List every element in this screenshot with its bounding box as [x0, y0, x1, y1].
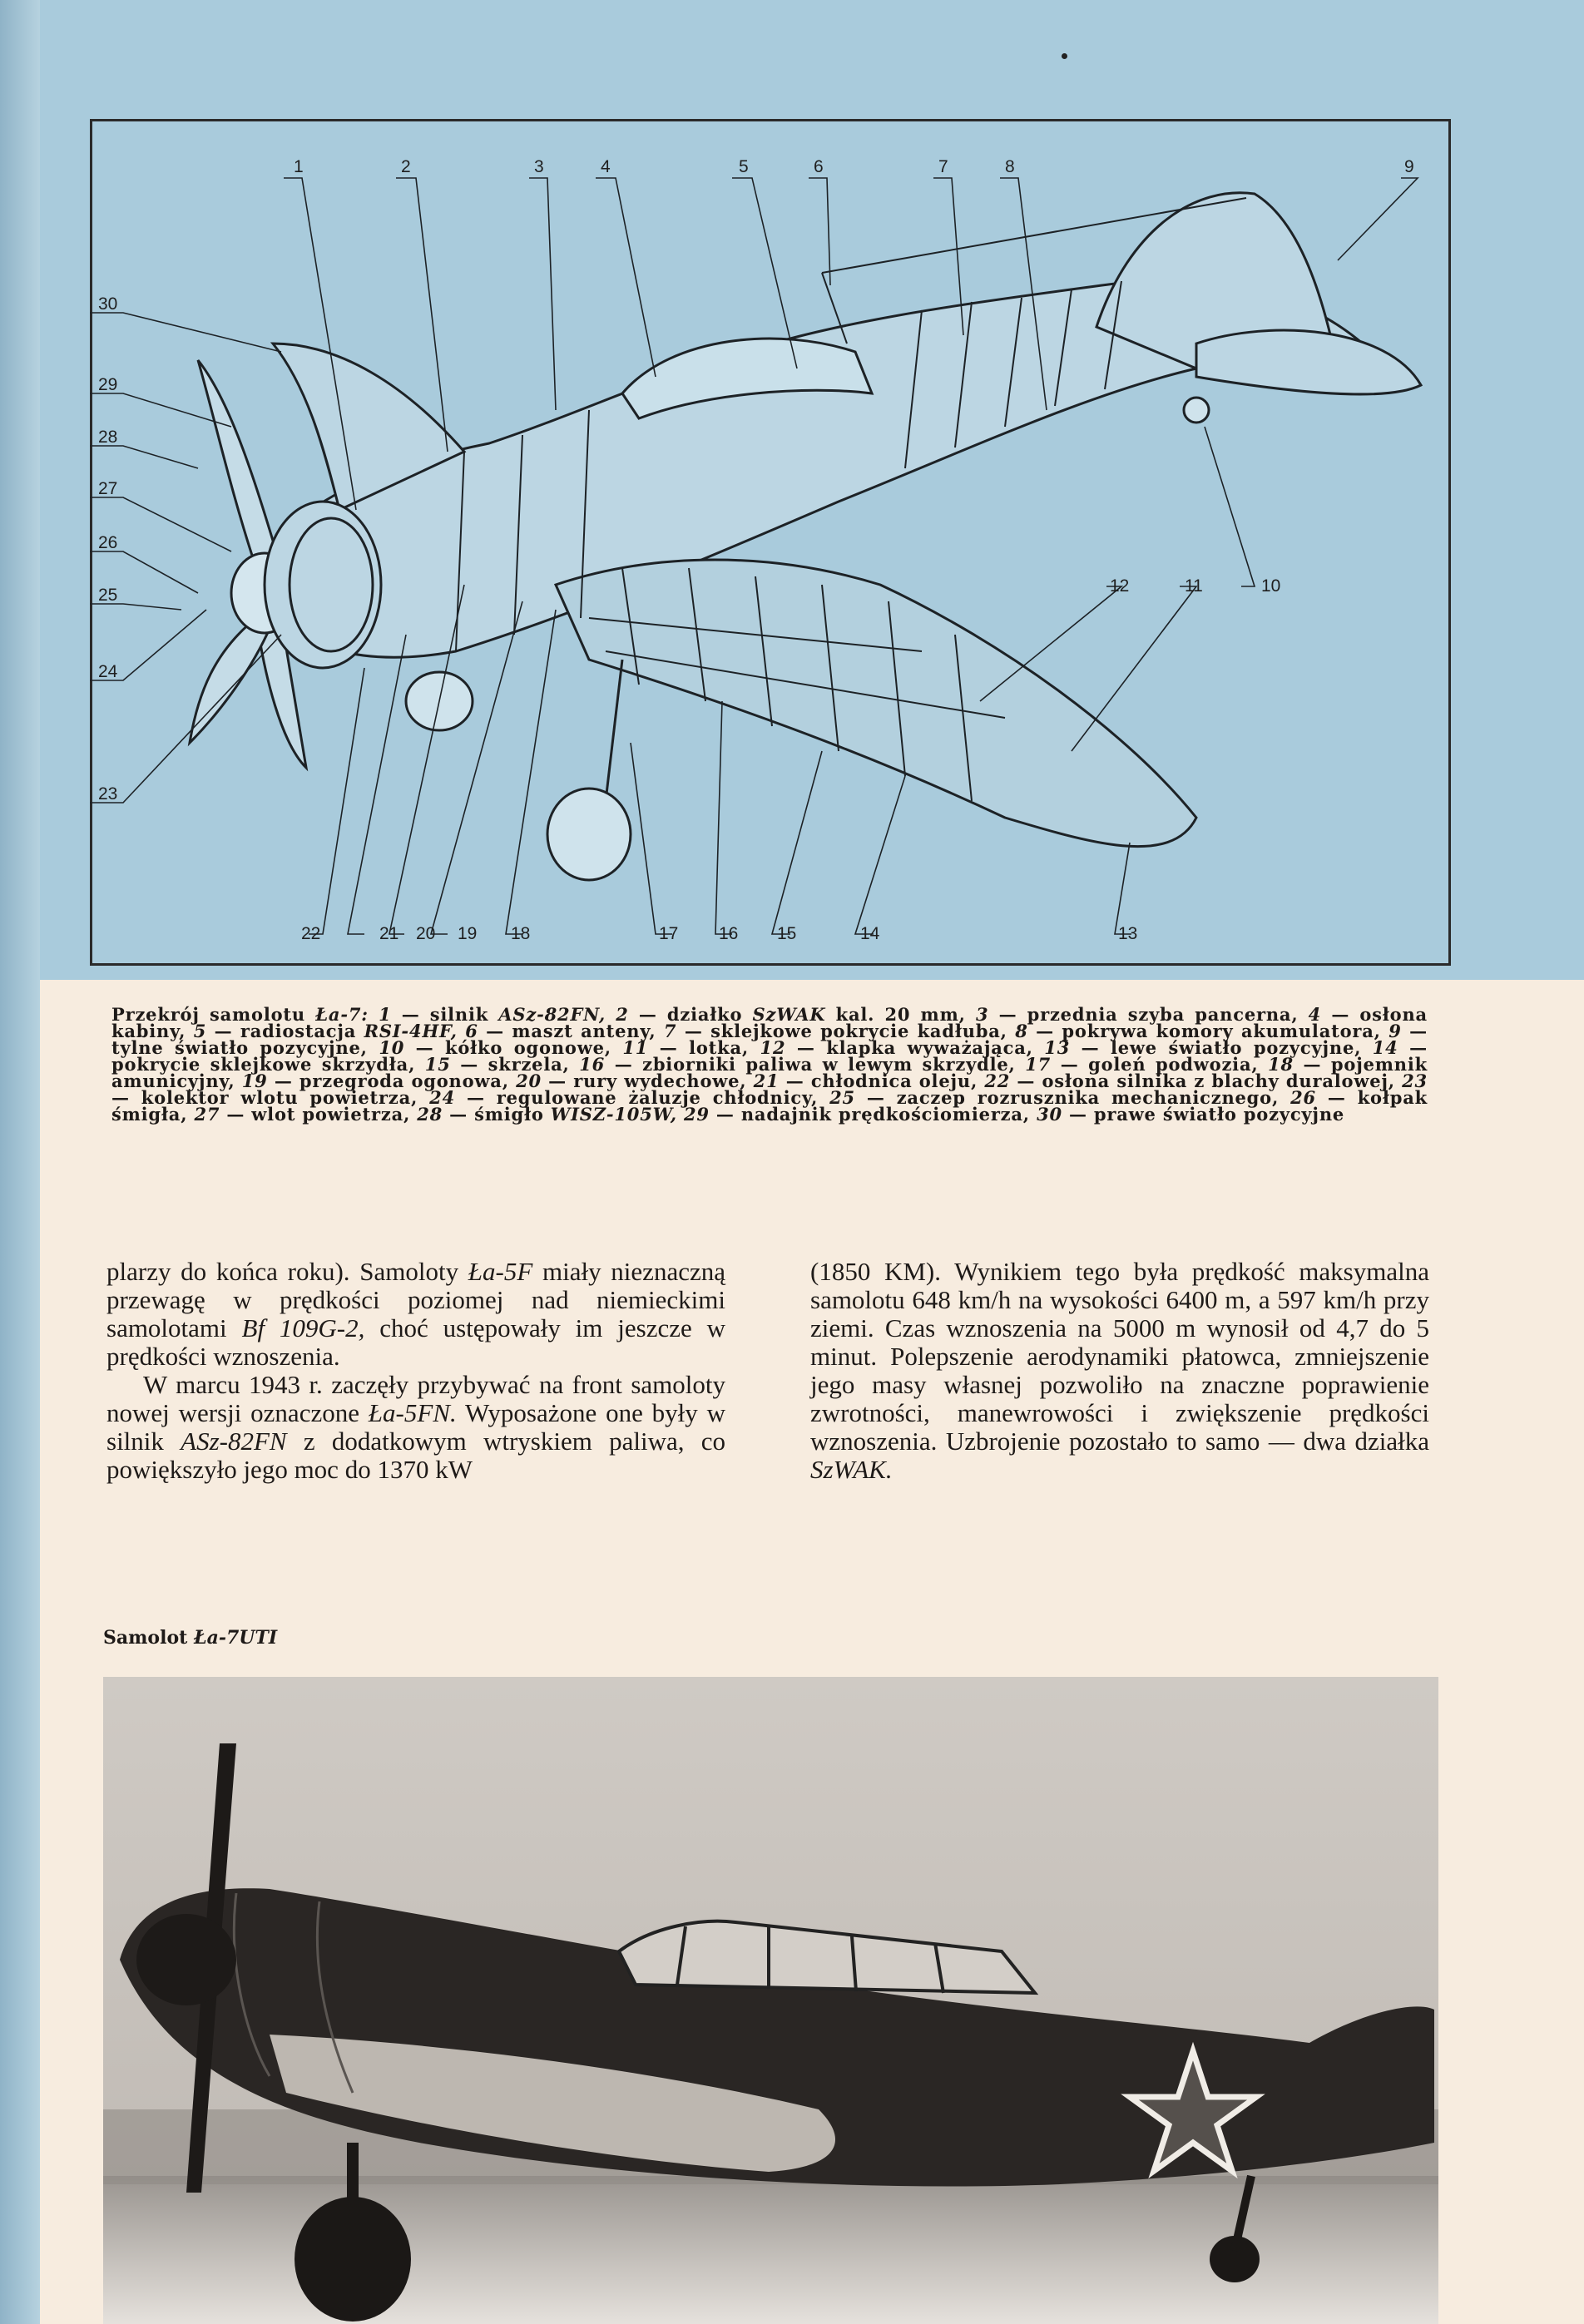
callout-19: 19	[458, 924, 478, 943]
caption-item-text: lotka,	[689, 1037, 750, 1058]
photo-spinner	[136, 1914, 236, 2005]
caption-item-number: 27	[194, 1104, 220, 1125]
aircraft-photo	[103, 1677, 1438, 2324]
emphasis-text: ASz-82FN	[181, 1427, 287, 1456]
callout-6: 6	[814, 157, 824, 176]
aircraft-drawing	[190, 193, 1421, 880]
caption-item-text: silnik	[429, 1004, 499, 1025]
caption-item-text: prawe światło pozycyjne	[1093, 1104, 1345, 1125]
caption-item-number: 20	[516, 1071, 542, 1091]
caption-item-number: 14	[1372, 1037, 1398, 1058]
caption-item-number: 17	[1025, 1054, 1052, 1075]
caption-item: 19 — przegroda ogonowa,	[241, 1071, 509, 1091]
caption-item-text: pojemnik amunicyjny,	[111, 1054, 1428, 1091]
caption-item: 16 — zbiorniki paliwa w lewym skrzydle,	[579, 1054, 1016, 1075]
callout-12: 12	[1110, 576, 1130, 596]
propeller-blade-left	[190, 618, 269, 743]
caption-item-text: regulowane żaluzje chłodnicy,	[496, 1087, 819, 1108]
caption-item: 26 — kołpak śmigła,	[111, 1087, 1428, 1125]
caption-item-number: 21	[753, 1071, 780, 1091]
callout-2: 2	[401, 157, 411, 176]
tail-stabilizer	[1196, 330, 1421, 394]
caption-item: 11 — lotka,	[622, 1037, 750, 1058]
engine-cowling	[265, 502, 381, 668]
caption-item-number: 16	[579, 1054, 606, 1075]
caption-item-text: radiostacja	[240, 1021, 364, 1041]
paragraph	[106, 1371, 725, 1484]
caption-item: 25 — zaczep rozrusznika mechanicznego,	[829, 1087, 1280, 1108]
text-run: (1850 KM). Wynikiem tego była prędkość maksymalna samolotu 648 km/h na wysokości 6400 m, a 597 km/h przy ziemi. Czas wznoszenia na 5000 m wynosił od 4,7 do 5 minut. Polepszenie aerodynamiki płatowca, zmniejszenie jego masy własnej pozwoliło na znaczne poprawienie zwrotności, manewrowości i zwiększenie prędkości wznoszenia. Uzbrojenie pozostało to samo — dwa działka	[810, 1257, 1429, 1456]
caption-item-number: 12	[760, 1037, 786, 1058]
caption-item-text: goleń podwozia,	[1088, 1054, 1259, 1075]
caption-item: 30 — prawe światło pozycyjne	[1037, 1104, 1345, 1125]
callout-1: 1	[294, 157, 304, 176]
caption-item-designation: SzWAK	[752, 1004, 826, 1025]
caption-item-text: przednia szyba pancerna,	[1027, 1004, 1299, 1025]
callout-8: 8	[1005, 157, 1015, 176]
caption-item-number: 28	[417, 1104, 443, 1125]
propeller-blade-upper	[198, 360, 281, 568]
caption-item-number: 11	[622, 1037, 649, 1058]
caption-item-number: 25	[829, 1087, 855, 1108]
caption-item: 27 — wlot powietrza,	[194, 1104, 411, 1125]
text-run: choć ustępowały im jeszcze w prędkości wznoszenia.	[106, 1313, 725, 1371]
callout-27: 27	[98, 479, 118, 498]
text-run: plarzy do końca roku). Samoloty	[106, 1257, 468, 1286]
callout-9: 9	[1404, 157, 1414, 176]
caption-item-number: 30	[1037, 1104, 1062, 1125]
text-column-right	[810, 1258, 1429, 1484]
caption-item: 5 — radiostacja RSI-4HF,	[193, 1021, 458, 1041]
caption-item-text: skrzela,	[488, 1054, 570, 1075]
text-column-left	[106, 1258, 725, 1484]
callout-28: 28	[98, 428, 118, 447]
callout-21: 21	[379, 924, 399, 943]
caption-item-text: chłodnica oleju,	[810, 1071, 978, 1091]
caption-item-number: 15	[424, 1054, 451, 1075]
caption-item-text: kołpak śmigła,	[111, 1087, 1428, 1125]
callout-29: 29	[98, 375, 118, 394]
caption-item-text: lewe światło pozycyjne,	[1110, 1037, 1362, 1058]
caption-item-number: 23	[1402, 1071, 1428, 1091]
caption-item-number: 26	[1290, 1087, 1316, 1108]
caption-item-number: 22	[984, 1071, 1011, 1091]
photo-caption	[103, 1627, 277, 1649]
caption-item-number: 4	[1308, 1004, 1322, 1025]
caption-item: 24 — regulowane żaluzje chłodnicy,	[429, 1087, 819, 1108]
caption-item-number: 13	[1044, 1037, 1071, 1058]
callout-4: 4	[601, 157, 611, 176]
caption-item-number: 3	[975, 1004, 989, 1025]
caption-item-text: zaczep rozrusznika mechanicznego,	[896, 1087, 1280, 1108]
landing-gear-strut	[606, 660, 622, 801]
text-run: miały nieznaczną przewagę w prędkości poziomej nad niemieckimi samolotami	[106, 1257, 725, 1342]
caption-item-text: przegroda ogonowa,	[299, 1071, 509, 1091]
callout-14: 14	[860, 924, 880, 943]
tail-wheel	[1184, 398, 1209, 423]
caption-item: 14 — pokrycie sklejkowe skrzydła,	[111, 1037, 1428, 1075]
caption-item-text: wlot powietrza,	[251, 1104, 411, 1125]
caption-item-number: 19	[241, 1071, 268, 1091]
caption-item: 15 — skrzela,	[424, 1054, 570, 1075]
caption-item: 18 — pojemnik amunicyjny,	[111, 1054, 1428, 1091]
caption-item-text: klapka wyważająca,	[826, 1037, 1033, 1058]
emphasis-text: SzWAK.	[810, 1455, 893, 1484]
caption-item-number: 2	[616, 1004, 629, 1025]
callout-17: 17	[659, 924, 679, 943]
caption-item-designation: RSI-4HF,	[364, 1021, 458, 1041]
callout-30: 30	[98, 294, 118, 314]
photo-caption-type: Ła-7UTI	[193, 1627, 278, 1649]
caption-item-number: 29	[683, 1104, 710, 1125]
paragraph	[106, 1258, 725, 1371]
caption-item-designation: ASz-82FN,	[498, 1004, 606, 1025]
caption-item-number: 9	[1388, 1021, 1402, 1041]
text-run: Wyposażone one były w silnik	[106, 1398, 725, 1456]
caption-lead: Przekrój samolotu	[111, 1004, 316, 1025]
caption-item: 8 — pokrywa komory akumulatora,	[1015, 1021, 1381, 1041]
caption-item-text: maszt anteny,	[512, 1021, 656, 1041]
caption-item-number: 1	[379, 1004, 392, 1025]
callout-18: 18	[511, 924, 531, 943]
callout-22: 22	[301, 924, 321, 943]
caption-item: 29 — nadajnik prędkościomierza,	[683, 1104, 1030, 1125]
caption-item: 22 — osłona silnika z blachy duralowej,	[984, 1071, 1395, 1091]
callout-25: 25	[98, 586, 118, 605]
caption-item-number: 5	[193, 1021, 207, 1041]
caption-item-text: sklejkowe pokrycie kadłuba,	[710, 1021, 1007, 1041]
caption-item: 12 — klapka wyważająca,	[760, 1037, 1033, 1058]
caption-item-number: 18	[1268, 1054, 1294, 1075]
caption-item-designation: WISZ-105W,	[550, 1104, 677, 1125]
callout-7: 7	[938, 157, 948, 176]
caption-item-text: kółko ogonowe,	[445, 1037, 611, 1058]
caption-item-number: 6	[465, 1021, 478, 1041]
caption-item-text: rury wydechowe,	[573, 1071, 747, 1091]
caption-item: 23 — kolektor wlotu powietrza,	[111, 1071, 1428, 1108]
emphasis-text: Bf 109G-2,	[241, 1313, 365, 1342]
diagram-caption	[111, 1006, 1428, 1123]
callout-16: 16	[719, 924, 739, 943]
callout-10: 10	[1261, 576, 1281, 596]
caption-item-text: działko	[666, 1004, 753, 1025]
callout-24: 24	[98, 662, 118, 681]
caption-item: 1 — silnik ASz-82FN,	[379, 1004, 606, 1025]
callout-5: 5	[739, 157, 749, 176]
caption-item: 28 — śmigło WISZ-105W,	[417, 1104, 677, 1125]
caption-item: 10 — kółko ogonowe,	[379, 1037, 611, 1058]
caption-item-number: 24	[429, 1087, 455, 1108]
main-wheel	[547, 789, 631, 880]
caption-item: 9 — tylne światło pozycyjne,	[111, 1021, 1428, 1058]
cutaway-diagram	[90, 119, 1451, 966]
caption-item-text: tylne światło pozycyjne,	[111, 1037, 368, 1058]
caption-item: 2 — działko SzWAK kal. 20 mm,	[616, 1004, 966, 1025]
caption-item-text: osłona kabiny,	[111, 1004, 1428, 1041]
caption-items	[111, 1004, 1428, 1125]
caption-item: 13 — lewe światło pozycyjne,	[1044, 1037, 1362, 1058]
caption-item: 20 — rury wydechowe,	[516, 1071, 747, 1091]
caption-item: 4 — osłona kabiny,	[111, 1004, 1428, 1041]
callout-20: 20	[416, 924, 436, 943]
callout-15: 15	[777, 924, 797, 943]
caption-item-text: śmigło	[474, 1104, 551, 1125]
caption-item-text: osłona silnika z blachy duralowej,	[1042, 1071, 1395, 1091]
caption-item-tail: kal. 20 mm,	[825, 1004, 966, 1025]
callout-26: 26	[98, 533, 118, 552]
caption-item-text: nadajnik prędkościomierza,	[740, 1104, 1030, 1125]
caption-item-number: 10	[379, 1037, 405, 1058]
emphasis-text: Ła-5FN.	[368, 1398, 457, 1427]
print-dot	[1062, 53, 1067, 59]
text-run: z dodatkowym wtryskiem paliwa, co powiększyło jego moc do 1370 kW	[106, 1427, 725, 1484]
caption-item-text: pokrycie sklejkowe skrzydła,	[111, 1054, 416, 1075]
callout-23: 23	[98, 784, 118, 804]
caption-item-text: zbiorniki paliwa w lewym skrzydle,	[642, 1054, 1016, 1075]
caption-item-text: pokrywa komory akumulatora,	[1062, 1021, 1381, 1041]
page-left-edge	[0, 0, 40, 2324]
photo-caption-prefix: Samolot	[103, 1627, 194, 1649]
caption-item: 6 — maszt anteny,	[465, 1021, 656, 1041]
caption-item: 3 — przednia szyba pancerna,	[975, 1004, 1299, 1025]
paragraph	[810, 1258, 1429, 1484]
caption-item: 21 — chłodnica oleju,	[753, 1071, 978, 1091]
callout-11: 11	[1185, 576, 1203, 596]
callout-13: 13	[1118, 924, 1138, 943]
caption-item-number: 7	[663, 1021, 677, 1041]
callout-3: 3	[534, 157, 544, 176]
caption-item-number: 8	[1015, 1021, 1028, 1041]
caption-aircraft-type: Ła-7:	[315, 1004, 369, 1025]
caption-item: 17 — goleń podwozia,	[1025, 1054, 1259, 1075]
emphasis-text: Ła-5F	[468, 1257, 533, 1286]
caption-item-text: kolektor wlotu powietrza,	[141, 1087, 418, 1108]
text-run: W marcu 1943 r. zaczęły przybywać na front samoloty nowej wersji oznaczone	[106, 1370, 725, 1427]
caption-item: 7 — sklejkowe pokrycie kadłuba,	[663, 1021, 1007, 1041]
